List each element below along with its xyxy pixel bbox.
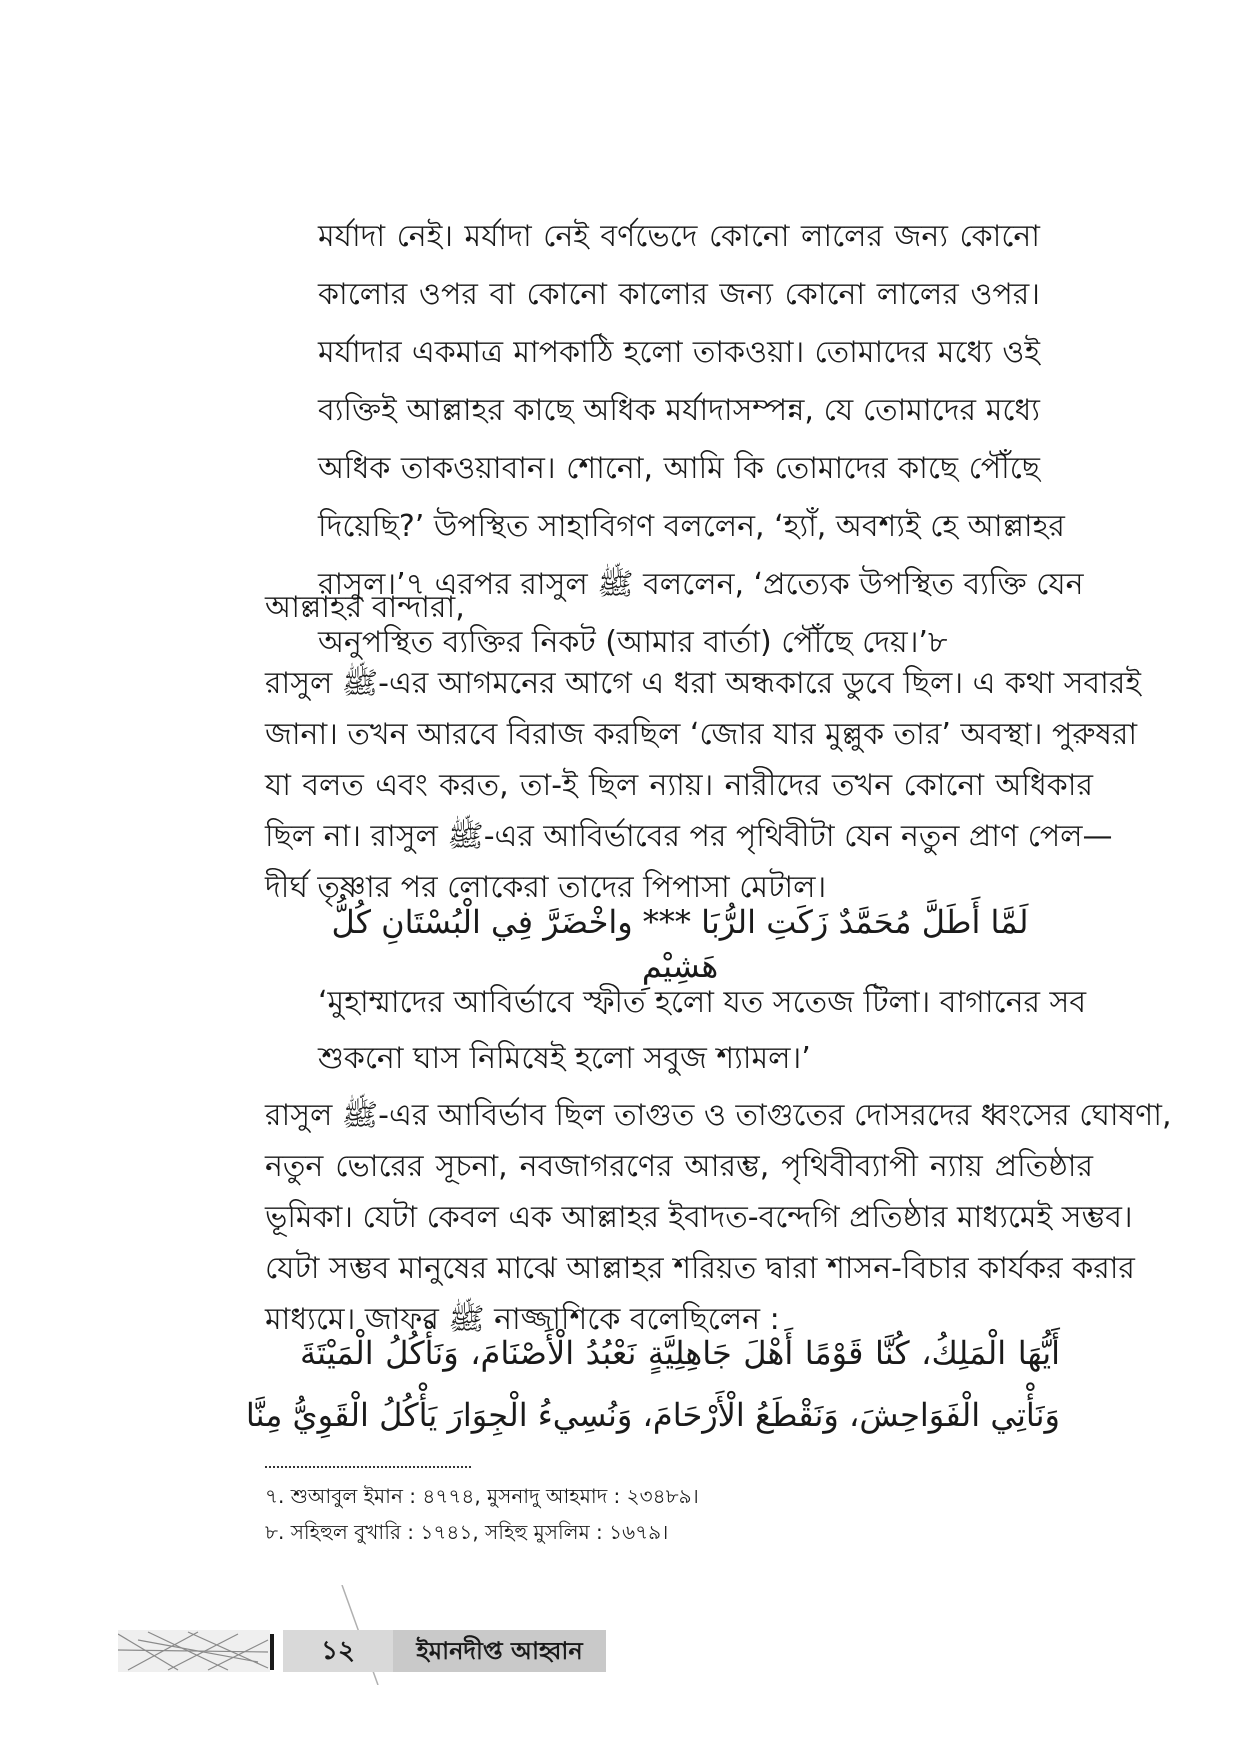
quote-line: ব্যক্তিই আল্লাহর কাছে অধিক মর্যাদাসম্পন্ন, যে তোমাদের মধ্যে xyxy=(318,393,1040,428)
quote-line: কালোর ওপর বা কোনো কালোর জন্য কোনো লালের ওপর। xyxy=(318,277,1040,312)
arabic-poetry-verse: لَمَّا أَطَلَّ مُحَمَّدٌ زَكَتِ الرُّبَا *** واخْضَرَّ فِي الْبُسْتَانِ كُلُّ هَشِيْمِ xyxy=(331,903,1029,985)
quote-line: মর্যাদার একমাত্র মাপকাঠি হলো তাকওয়া। তোমাদের মধ্যে ওই xyxy=(318,335,1040,370)
quote-line: অধিক তাকওয়াবান। শোনো, আমি কি তোমাদের কাছে পৌঁছে xyxy=(318,451,1040,486)
paragraph-line: রাসুল ﷺ-এর আগমনের আগে এ ধরা অন্ধকারে ডুবে ছিল। এ কথা সবারই xyxy=(265,666,1141,701)
paragraph-one xyxy=(265,658,1141,913)
quote-line: মর্যাদা নেই। মর্যাদা নেই বর্ণভেদে কোনো লালের জন্য কোনো xyxy=(318,219,1040,254)
paragraph-two xyxy=(265,1090,1172,1345)
paragraph-line: ছিল না। রাসুল ﷺ-এর আবির্ভাবের পর পৃথিবীটা যেন নতুন প্রাণ পেল— xyxy=(265,819,1113,854)
quote-line: অনুপস্থিত ব্যক্তির নিকট (আমার বার্তা) পৌঁছে দেয়।’৮ xyxy=(318,625,948,660)
quote-line: রাসুল।’৭ এরপর রাসুল ﷺ বললেন, ‘প্রত্যেক উপস্থিত ব্যক্তি যেন xyxy=(318,567,1084,602)
paragraph-line: দীর্ঘ তৃষ্ণার পর লোকেরা তাদের পিপাসা মেটাল। xyxy=(265,870,827,905)
arabic-line: وَنَأْتِي الْفَوَاحِشَ، وَنَقْطَعُ الْأَرْحَامَ، وَنُسِيءُ الْجِوَارَ يَأْكُلُ الْقَوِيُّ مِنَّا xyxy=(245,1396,1060,1434)
quote-line: দিয়েছি?’ উপস্থিত সাহাবিগণ বললেন, ‘হ্যাঁ, অবশ্যই হে আল্লাহর xyxy=(318,509,1065,544)
paragraph-line: নতুন ভোরের সূচনা, নবজাগরণের আরম্ভ, পৃথিবীব্যাপী ন্যায় প্রতিষ্ঠার xyxy=(265,1149,1093,1184)
paragraph-line: মাধ্যমে। জাফর ﷺ নাজ্জাশিকে বলেছিলেন : xyxy=(265,1302,780,1337)
arabic-speech-block xyxy=(245,1322,1060,1446)
footnote-item: ৭. শুআবুল ইমান : ৪৭৭৪, মুসনাদু আহমাদ : ২৩৪৮৯। xyxy=(265,1484,699,1508)
paragraph-line: ভূমিকা। যেটা কেবল এক আল্লাহর ইবাদত-বন্দেগি প্রতিষ্ঠার মাধ্যমেই সম্ভব। xyxy=(265,1200,1133,1235)
verse-translation xyxy=(318,975,1087,1087)
translation-line: শুকনো ঘাস নিমিষেই হলো সবুজ শ্যামল।’ xyxy=(318,1041,811,1076)
footnote-item: ৮. সহিহুল বুখারি : ১৭৪১, সহিহু মুসলিম : ১৬৭৯। xyxy=(265,1520,669,1544)
page-number: ১২ xyxy=(283,1630,393,1672)
footnote-divider xyxy=(265,1466,471,1468)
footer-divider xyxy=(270,1634,274,1670)
book-title: ইমানদীপ্ত আহ্বান xyxy=(393,1630,606,1672)
paragraph-line: যা বলত এবং করত, তা-ই ছিল ন্যায়। নারীদের তখন কোনো অধিকার xyxy=(265,768,1093,803)
greeting: আল্লাহর বান্দারা, xyxy=(265,590,465,625)
translation-line: ‘মুহাম্মাদের আবির্ভাবে স্ফীত হলো যত সতেজ টিলা। বাগানের সব xyxy=(318,985,1087,1020)
paragraph-line: যেটা সম্ভব মানুষের মাঝে আল্লাহর শরিয়ত দ্বারা শাসন-বিচার কার্যকর করার xyxy=(265,1251,1135,1286)
arabic-line: أَيُّهَا الْمَلِكُ، كُنَّا قَوْمًا أَهْلَ جَاهِلِيَّةٍ نَعْبُدُ الْأَصْنَامَ، وَنَأْكُلُ الْمَيْتَةَ xyxy=(300,1334,1060,1372)
footnotes xyxy=(265,1478,699,1550)
page-footer xyxy=(118,1630,606,1672)
footer-pattern-icon xyxy=(118,1630,270,1672)
paragraph-line: জানা। তখন আরবে বিরাজ করছিল ‘জোর যার মুল্লুক তার’ অবস্থা। পুরুষরা xyxy=(265,717,1138,752)
paragraph-line: রাসুল ﷺ-এর আবির্ভাব ছিল তাগুত ও তাগুতের দোসরদের ধ্বংসের ঘোষণা, xyxy=(265,1098,1172,1133)
